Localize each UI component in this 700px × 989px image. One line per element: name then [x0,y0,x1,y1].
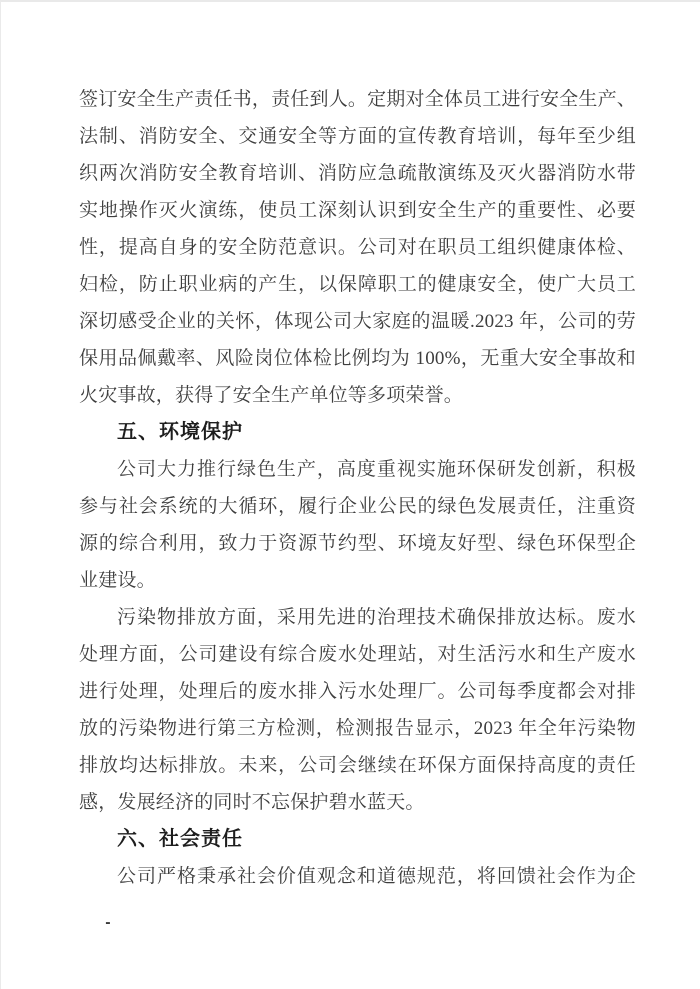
body-line: 公司大力推行绿色生产，高度重视实施环保研发创新，积极 [117,459,636,480]
heading-social-responsibility: 六、社会责任 [117,828,243,850]
body-line: 污染物排放方面，采用先进的治理技术确保排放达标。废水 [117,607,636,628]
paragraph-safety [79,81,636,414]
body-line: 性，提高自身的安全防范意识。公司对在职员工组织健康体检、 [79,237,636,258]
body-line: 进行处理，处理后的废水排入污水处理厂。公司每季度都会对排 [79,681,636,702]
body-line: 保用品佩戴率、风险岗位体检比例均为 100%，无重大安全事故和 [79,348,636,369]
body-line: 织两次消防安全教育培训、消防应急疏散演练及灭火器消防水带 [79,163,636,184]
paragraph-pollution-control [79,599,636,821]
heading-environment: 五、环境保护 [117,421,243,443]
body-line: 实地操作灭火演练，使员工深刻认识到安全生产的重要性、必要 [79,200,636,221]
body-line: 放的污染物进行第三方检测，检测报告显示，2023 年全年污染物 [79,718,636,739]
paragraph-green-production [79,451,636,599]
body-line: 公司严格秉承社会价值观念和道德规范，将回馈社会作为企 [117,866,636,887]
body-line: 妇检，防止职业病的产生，以保障职工的健康安全，使广大员工 [79,274,636,295]
page-content [1,2,700,895]
body-line: 源的综合利用，致力于资源节约型、环境友好型、绿色环保型企 [79,533,636,554]
body-line: 法制、消防安全、交通安全等方面的宣传教育培训，每年至少组 [79,126,636,147]
body-line: 排放均达标排放。未来，公司会继续在环保方面保持高度的责任 [79,755,636,776]
page-footer-mark: - [104,916,112,931]
body-line: 感，发展经济的同时不忘保护碧水蓝天。 [79,792,425,813]
body-line: 业建设。 [79,570,156,591]
body-line: 签订安全生产责任书，责任到人。定期对全体员工进行安全生产、 [79,89,636,110]
body-line: 深切感受企业的关怀，体现公司大家庭的温暖.2023 年，公司的劳 [79,311,636,332]
body-line: 火灾事故，获得了安全生产单位等多项荣誉。 [79,385,464,406]
body-line: 处理方面，公司建设有综合废水处理站，对生活污水和生产废水 [79,644,636,665]
body-line: 参与社会系统的大循环，履行企业公民的绿色发展责任，注重资 [79,496,636,517]
paragraph-social-responsibility [79,858,636,895]
